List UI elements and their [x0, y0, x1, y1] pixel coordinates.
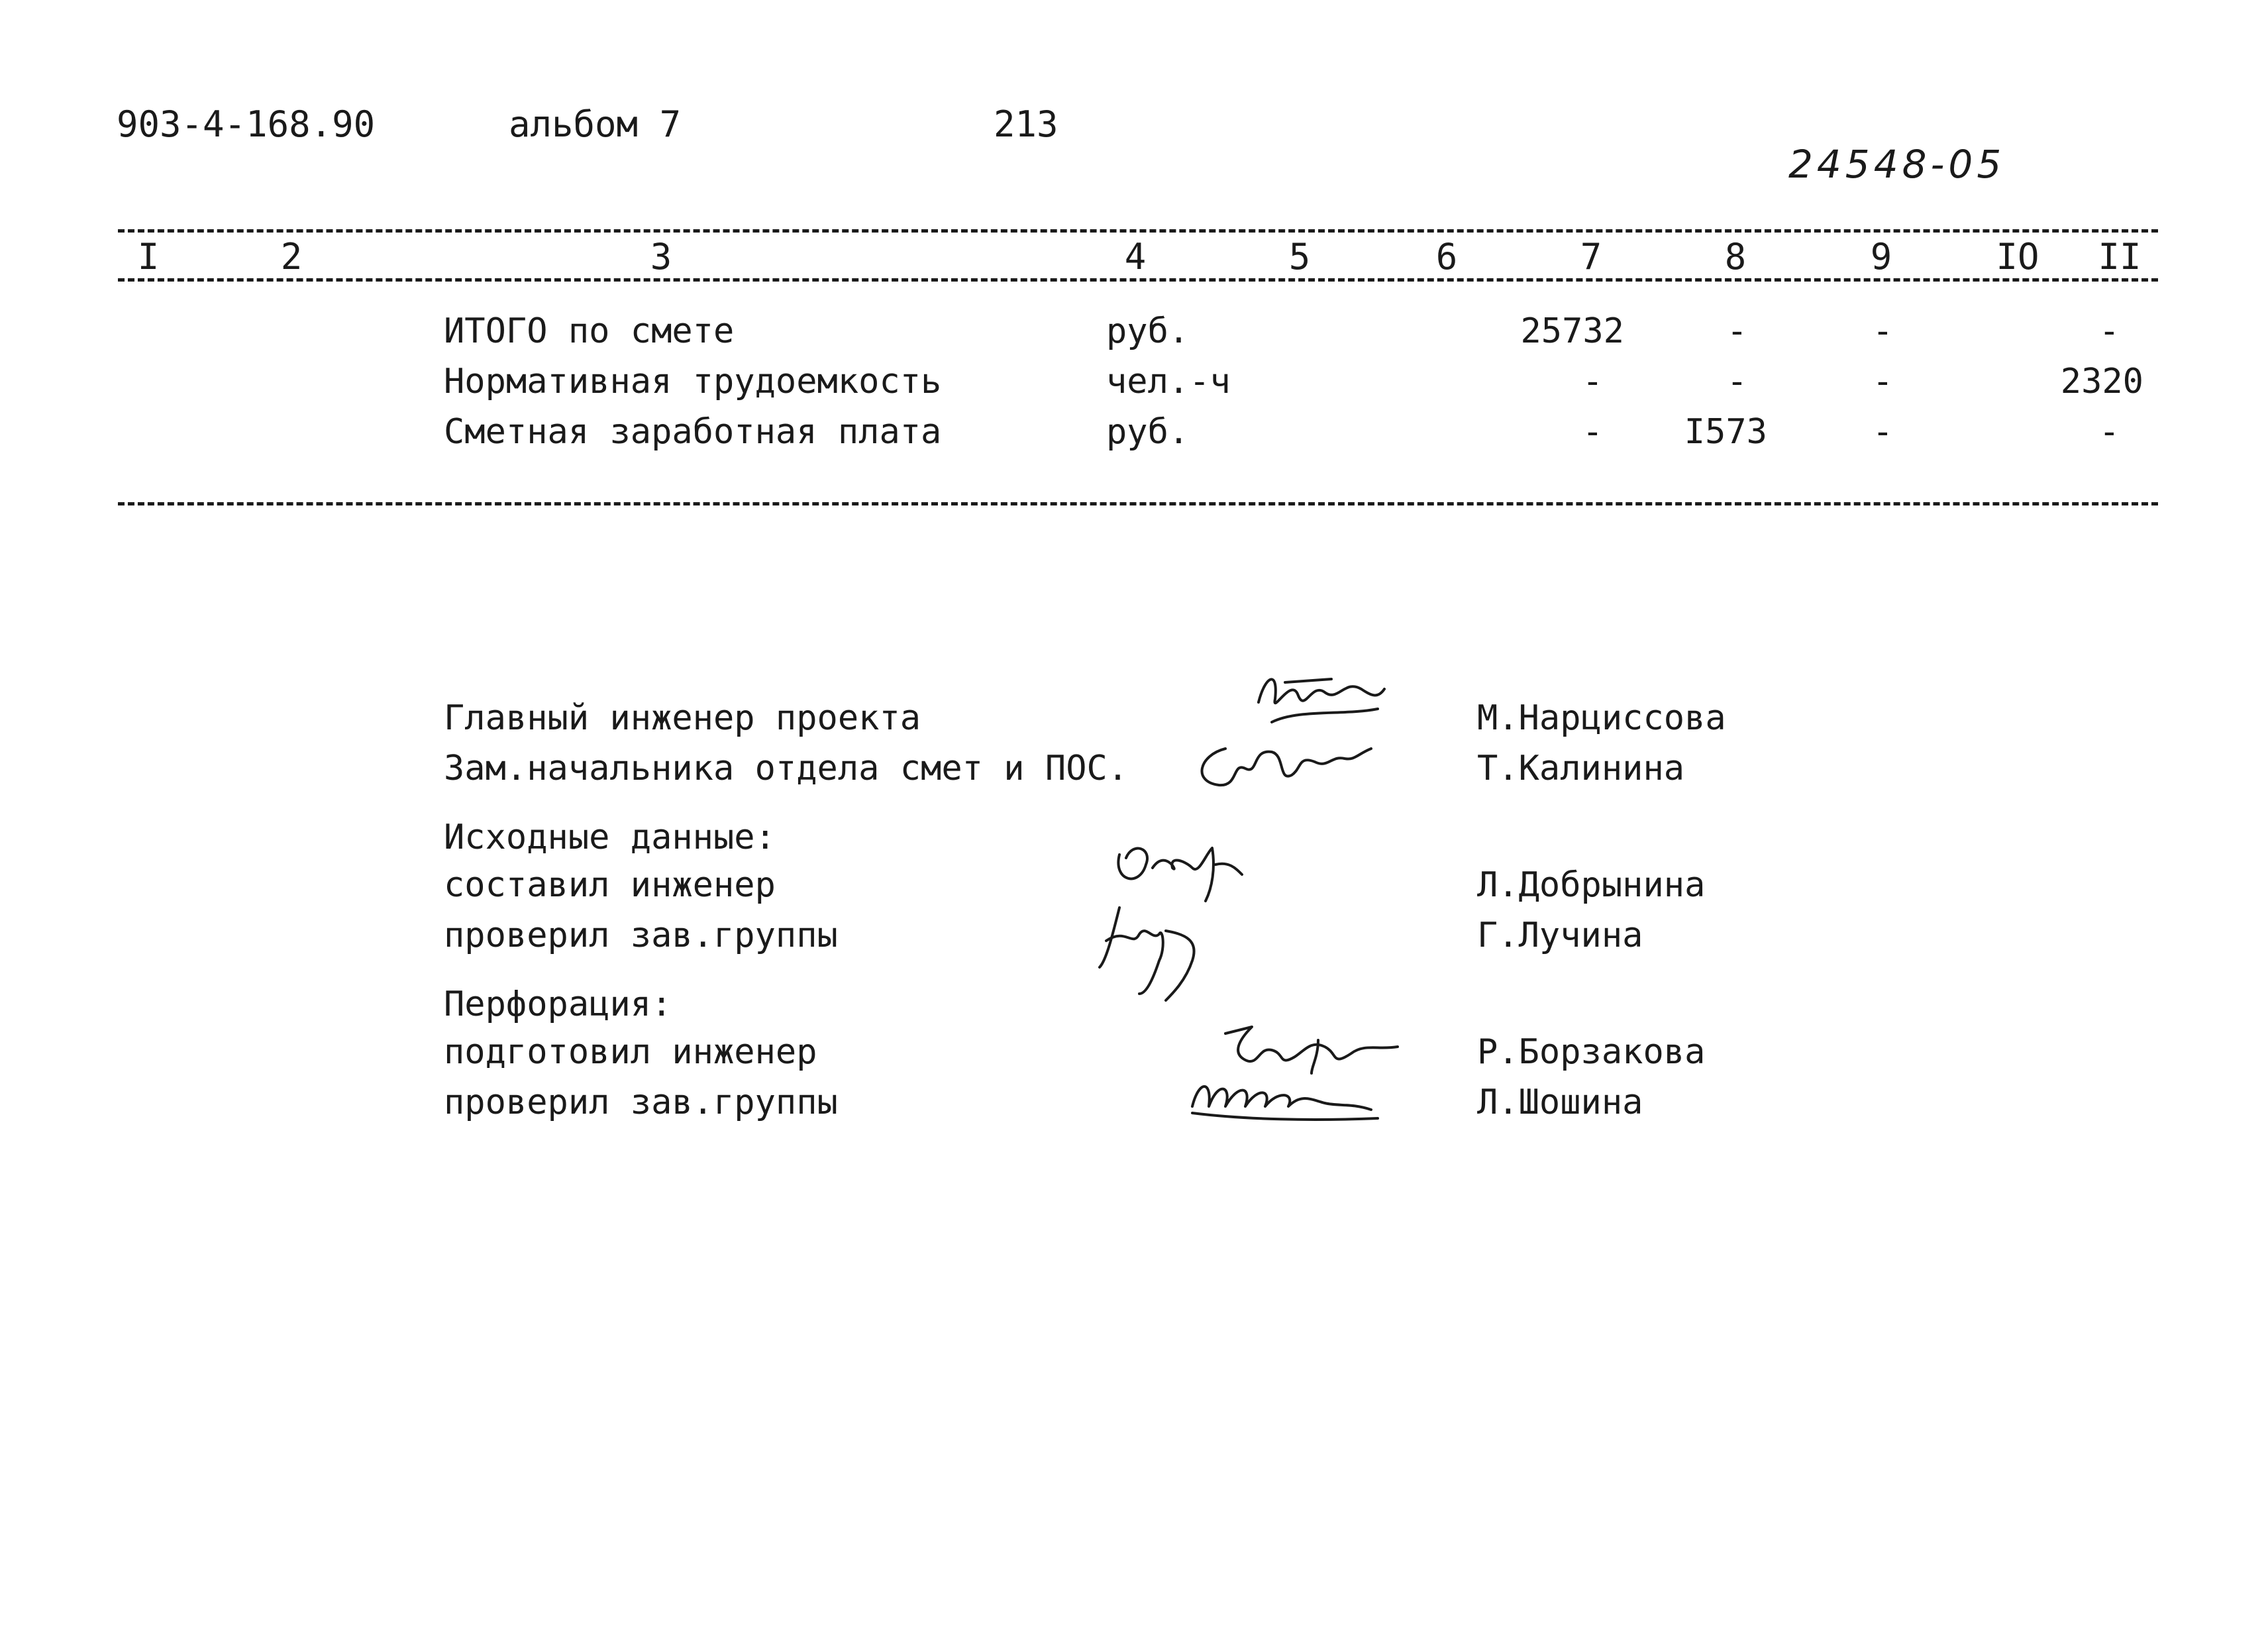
role-deputy-head: Зам.начальника отдела смет и ПОС.	[444, 749, 1129, 788]
col-header-9: 9	[1870, 236, 1892, 278]
row-3-name: Сметная заработная плата	[444, 412, 942, 452]
role-source-checked: проверил зав.группы	[444, 916, 838, 955]
source-data-title: Исходные данные:	[444, 818, 776, 857]
role-prepared: подготовил инженер	[444, 1032, 817, 1072]
role-perforation-checked: проверил зав.группы	[444, 1083, 838, 1122]
signature-prepared	[1212, 1020, 1418, 1073]
row-2-col11: 2320	[2060, 362, 2143, 401]
table-bottom-rule	[118, 502, 2158, 505]
row-3-unit: руб.	[1106, 412, 1190, 452]
col-header-6: 6	[1435, 236, 1458, 278]
perforation-title: Перфорация:	[444, 984, 672, 1024]
table-top-rule	[118, 229, 2158, 233]
person-chief-engineer: М.Нарциссова	[1477, 698, 1726, 738]
row-1-name: ИТОГО по смете	[444, 311, 735, 351]
row-2-col7: -	[1582, 362, 1603, 401]
album-label: альбом 7	[509, 103, 682, 145]
col-header-3: 3	[650, 236, 672, 278]
row-1-col7: 25732	[1520, 311, 1624, 351]
table-header-rule	[118, 278, 2158, 282]
col-header-2: 2	[280, 236, 303, 278]
person-perforation-checked: Л.Шошина	[1477, 1083, 1643, 1122]
row-3-col9: -	[1872, 412, 1893, 452]
person-prepared: Р.Борзакова	[1477, 1032, 1706, 1072]
col-header-7: 7	[1580, 236, 1602, 278]
inventory-number: 24548-05	[1788, 142, 2006, 187]
row-3-col7: -	[1582, 412, 1603, 452]
person-deputy-head: Т.Калинина	[1477, 749, 1685, 788]
person-source-checked: Г.Лучина	[1477, 916, 1643, 955]
signature-perforation-checked	[1179, 1067, 1384, 1126]
col-header-11: II	[2098, 236, 2141, 278]
row-2-name: Нормативная трудоемкость	[444, 362, 942, 401]
col-header-4: 4	[1124, 236, 1147, 278]
person-compiled: Л.Добрынина	[1477, 865, 1706, 905]
row-1-unit: руб.	[1106, 311, 1190, 351]
role-compiled: составил инженер	[444, 865, 776, 905]
signature-deputy-head	[1186, 729, 1384, 802]
page-number: 213	[994, 103, 1058, 145]
row-1-col9: -	[1872, 311, 1893, 351]
row-1-col11: -	[2098, 311, 2120, 351]
row-1-col8: -	[1726, 311, 1747, 351]
signature-source-checked	[1086, 894, 1219, 1000]
doc-code: 903-4-168.90	[117, 103, 376, 145]
row-2-unit: чел.-ч	[1106, 362, 1231, 401]
signature-chief-engineer	[1245, 662, 1398, 735]
col-header-10: IO	[1996, 236, 2039, 278]
col-header-5: 5	[1288, 236, 1311, 278]
row-3-col11: -	[2098, 412, 2120, 452]
col-header-1: I	[137, 236, 160, 278]
role-chief-engineer: Главный инженер проекта	[444, 698, 921, 738]
col-header-8: 8	[1724, 236, 1747, 278]
row-2-col9: -	[1872, 362, 1893, 401]
row-3-col8: I573	[1684, 412, 1767, 452]
row-2-col8: -	[1726, 362, 1747, 401]
